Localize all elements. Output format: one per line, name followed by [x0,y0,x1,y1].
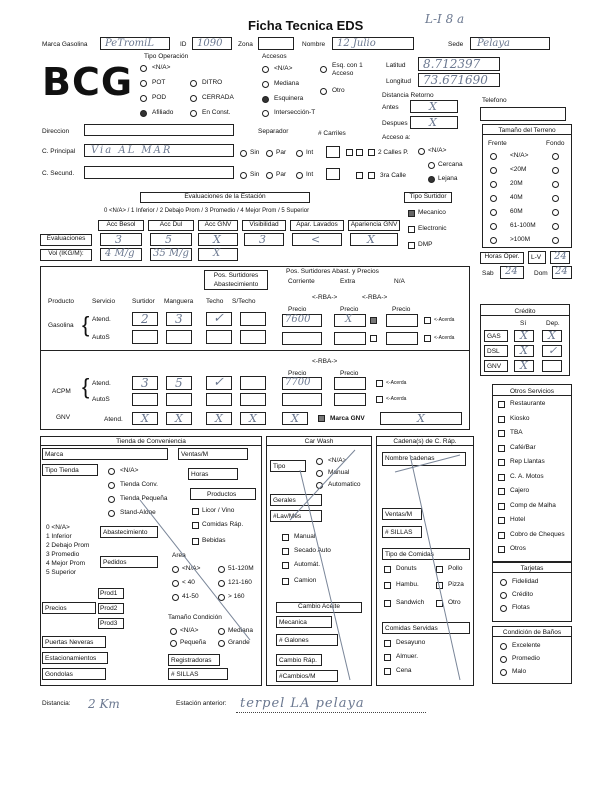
comida-item: Pizza [448,581,464,588]
carwash-lav-label: #Lav/Mes [273,513,302,520]
eval-value: 3 [115,233,122,246]
tam-option: Pequeña [180,639,207,646]
tarjeta-label: Crédito [512,591,533,598]
gas-precio-label-3: Precio [392,306,411,313]
pos-surtidores-title: Pos. Surtidores Abast. y Precios [286,268,379,275]
cambios-mes-label: #Cambios/M [279,673,316,680]
accesos-option: Intersección-T [274,109,316,116]
tres-calle-label: 3ra Calle [380,172,407,179]
cadena-title: Cadena(s) de C. Ráp. [376,438,474,446]
tienda-prod-label: Prod3 [100,620,118,627]
tarjetas-title: Tarjetas [492,565,572,573]
acceso-a-option: Cercana [438,161,463,168]
dom-label: Dom [534,270,548,277]
pos-surtidores-label: Pos. Surtidores Abastecimiento [204,270,268,290]
acpm-precio-label: Precio [288,370,307,377]
sep-opt: Int [306,149,314,156]
gnv-value: X [291,412,299,425]
col-producto: Producto [48,298,75,305]
acceso-a-option: Lejana [438,175,458,182]
cambio-rap-label: Cambio Ráp. [279,657,317,664]
galones-label: # Galones [279,637,309,644]
c-principal-label: C. Principal [42,148,76,155]
gnv-value: X [175,412,183,425]
credito-title: Crédito [480,308,570,316]
acpm-label: ACPM [52,388,71,395]
comidas-servidas-text: Comidas Servidas [385,625,438,632]
tienda-marca-label: Marca [45,451,64,458]
surtidor-option: DMP [418,241,433,248]
tienda-prod-item: Licor / Vino [202,507,235,514]
eval-col-visibilidad: Visibilidad [242,220,286,231]
credito-row-label: DSL [487,348,500,355]
carwash-item: Manual [294,533,316,540]
area-option: 41-50 [182,593,199,600]
tienda-tipo-option: Stand-Alone [120,509,156,516]
sede-value: Pelaya [477,38,510,49]
otros-servicio-label: Kiosko [510,414,530,422]
mecanica-label: Mecanica [279,619,307,626]
tienda-tipo-option: <N/A> [120,467,139,474]
terreno-row-label: 61-100M [510,222,536,229]
gnv-atend-label: Atend. [104,416,123,423]
otros-servicio-label: Restaurante [510,400,546,407]
gas-atend-label: Atend. [92,316,111,323]
marca-gnv-label: Marca GNV [330,415,365,422]
rba-label: <-RBA-> [312,294,338,301]
carwash-item: Secado Auto [294,547,331,554]
terreno-row-label: <20M [510,166,527,173]
gas-precio-corriente: 7600 [285,314,311,325]
vol-value: 4 M/g [105,248,135,259]
tienda-sillas-label: # SILLAS [171,671,199,678]
tienda-prod-item: Comidas Ráp. [202,521,244,528]
col-manguera: Manguera [164,298,194,305]
tienda-tipo-option: Tienda Pequeña [120,495,168,502]
eval-value: < [311,233,321,246]
servidas-item: Almuer. [396,653,419,660]
escala-item: 0 <N/A> [46,524,70,531]
retorno-despues-mark: X [429,116,437,129]
tipo-op-option: Afiliado [152,109,174,116]
vol-value: 35 M/g [153,248,189,259]
tienda-precios-label: Precios [45,605,67,612]
corriente-label: Corriente [288,278,315,285]
escala-item: 3 Promedio [46,551,80,558]
escala-item: 1 Inferior [46,533,72,540]
form-code: L-I 8 a [425,12,465,26]
acceso-a-option: <N/A> [428,147,447,154]
vol-label: Vol (IKG/M): [40,249,92,261]
acpm-precio-label-2: Precio [340,370,359,377]
escala-item: 2 Debajo Prom [46,542,90,549]
gondolas-label: Gondolas [45,671,73,678]
tipo-op-option: CERRADA [202,94,234,101]
credito-mark: X [548,329,556,342]
eval-value: X [213,233,221,246]
tipo-operacion-title: Tipo Operación [144,53,189,60]
sep-opt: Int [306,171,314,178]
retorno-title: Distancia Retorno [382,92,434,99]
acpm-surtidor-value: 3 [141,376,149,390]
tienda-abast-label: Abastecimiento [103,529,148,536]
distancia-label: Distancia: [42,700,71,707]
credito-col-si: Sí [520,320,527,327]
otros-servicio-label: C. A. Motos [510,472,544,480]
gas-precio-extra: X [345,314,353,325]
bano-condicion-label: Promedio [512,655,540,662]
eval-col-apariencia-gnv: Apariencia GNV [348,220,400,231]
marca-gasolina-value: PeTromiL [105,38,154,49]
tienda-horas-label: Horas [191,471,209,478]
tienda-productos-text: Productos [207,491,237,498]
accesos-option: <N/A> [274,65,293,72]
tienda-prod-label: Prod1 [100,590,118,597]
col-stecho: S/Techo [232,298,256,305]
nombre-label: Nombre [302,41,326,48]
otros-servicios-title: Otros Servicios [492,388,572,396]
sep-opt: Par [276,149,287,156]
tienda-ventas-label: Ventas/M [181,451,209,458]
otros-servicio-label: Comp de Malha [510,501,556,509]
extra-label: Extra [340,278,356,285]
tam-option: Mediana [228,627,253,634]
credito-row-label: GAS [487,333,501,340]
gnv-value: X [249,412,257,425]
tam-cond-label: Tamaño Condición [168,614,222,621]
latitud-label: Latitud [386,62,406,69]
company-logo: BCG [42,60,134,104]
retorno-antes-mark: X [429,100,437,113]
carwash-title: Car Wash [266,438,372,446]
retorno-despues-label: Despues [382,120,408,127]
eval-col-acc-besol: Acc Besol [98,220,144,231]
carwash-option: <N/A> [328,457,347,464]
area-option: > 160 [228,593,245,600]
otros-servicio-label: Cajero [510,487,530,494]
acpm-precio-value: 7700 [285,377,311,388]
carwash-gerales-label: Gerales [273,497,296,504]
comida-item: Sandwich [396,599,425,606]
col-techo: Techo [206,298,224,305]
evaluaciones-scale: 0 <N/A> / 1 Inferior / 2 Debajo Prom / 3 Promedio / 4 Mejor Prom / 5 Superior [104,208,310,214]
carwash-item: Camion [294,577,317,584]
comida-item: Pollo [448,565,463,572]
gnv-value: X [417,412,425,425]
sab-label: Sab [482,270,494,277]
c-principal-value: Via AL MAR [91,145,173,156]
acpm-manguera-value: 5 [175,376,183,390]
acpm-autos-acerda-label: <-Acerda [386,396,407,402]
terreno-row-label: >100M [510,236,531,243]
nombre-value: 12 Julio [337,38,376,49]
accesos-title: Accesos [262,53,287,60]
longitud-label: Longitud [386,78,411,85]
cadena-nombre-label: Nombre cadenas [385,455,435,462]
tipo-op-option: DITRO [202,79,223,86]
separador-label: Separador [258,128,289,135]
eval-col-apar-lavados: Apar. Lavados [290,220,344,231]
gas-acerda-label: <-Acerda [434,317,455,323]
zona-label: Zona [238,41,253,48]
credito-mark: X [520,344,528,357]
sep-opt: Par [276,171,287,178]
longitud-value: 73.671690 [423,73,488,87]
horas-lv-hours: 24 [554,251,567,262]
horas-lv-value: L-V [531,254,542,261]
latitud-value: 8.712397 [423,57,481,71]
eval-col-acc-dul: Acc Dul [148,220,194,231]
gas-autos-label: AutoS [92,334,110,341]
terreno-frente-label: Frente [488,140,507,147]
terreno-row-label: <N/A> [510,152,529,159]
accesos-option: Mediana [274,80,299,87]
sab-value: 24 [505,266,518,277]
accesos-option: Otro [332,87,345,94]
sep-opt: Sin [250,149,260,156]
tienda-prod-item: Bebidas [202,537,226,544]
otros-servicio-label: TBA [510,429,523,436]
acpm-autos-label: AutoS [92,396,110,403]
footer-rule [236,712,426,713]
id-value: 1090 [197,38,223,49]
bano-condicion-label: Malo [512,668,527,675]
acpm-brace: { [82,374,90,399]
marca-gasolina-label: Marca Gasolina [42,41,88,48]
otros-servicio-label: Rep Llantas [510,458,545,465]
eval-col-acc-gnv: Acc GNV [198,220,238,231]
evaluaciones-title: Evaluaciones de la Estación [140,192,310,203]
comida-item: Donuts [396,565,417,572]
direccion-label: Direccion [42,128,70,135]
credito-mark: ✓ [548,344,558,357]
gas-autos-acerda-label: <-Acerda [434,335,455,341]
gas-precio-label: Precio [288,306,307,313]
terreno-row-label: 60M [510,208,523,215]
col-surtidor: Surtidor [132,298,155,305]
tipo-op-option: POT [152,79,166,86]
id-label: ID [180,41,187,48]
acpm-techo-value: ✓ [213,375,224,390]
puertas-neveras-label: Puertas Neveras [45,639,94,646]
comida-item: Hambu. [396,581,419,588]
tam-option: <N/A> [180,627,199,634]
surtidor-option: Electronic [418,225,447,232]
credito-row-label: GNV [487,363,502,370]
cambio-aceite-title: Cambio Aceite [276,602,362,613]
c-secund-label: C. Secund. [42,170,75,177]
estacionamientos-label: Estacionamientos [45,655,97,662]
area-option: 51-120M [228,565,254,572]
page-title: Ficha Tecnica EDS [248,18,364,33]
credito-mark: X [520,359,528,372]
telefono-label: Telefono [482,97,507,104]
estacion-anterior-label: Estación anterior: [176,700,227,707]
sede-label: Sede [448,41,464,48]
eval-value: 3 [259,233,266,246]
acpm-rba-label: <-RBA-> [312,358,338,365]
gasolina-brace: { [82,312,90,337]
horas-oper-label: Horas Oper. [480,252,524,264]
surtidor-option: Mecanico [418,209,446,216]
terreno-row-label: 40M [510,194,523,201]
carwash-tipo-label: Tipo [273,463,286,470]
tarjeta-label: Fidelidad [512,578,539,585]
area-option: 121-160 [228,579,252,586]
tipo-op-option: POD [152,94,167,101]
evaluaciones-row-label: Evaluaciones [40,234,92,246]
area-option: < 40 [182,579,195,586]
credito-col-dep: Dep. [546,320,560,327]
dos-calles-label: 2 Calles P. [378,149,409,156]
carwash-option: Automatico [328,481,361,488]
registradoras-label: Registradoras [171,657,212,664]
escala-item: 4 Mejor Prom [46,560,86,567]
cadena-sillas-label: # SILLAS [385,529,413,536]
gas-manguera-value: 3 [175,312,183,326]
tienda-tipo-text: Tipo Tienda [45,467,79,474]
na-label: N/A [394,278,405,285]
tipo-comidas-label: Tipo de Comidas [385,551,434,558]
terreno-row-label: 20M [510,180,523,187]
otros-servicio-label: Hotel [510,516,526,523]
acceso-a-label: Acceso a: [382,134,411,141]
tienda-tipo-option: Tienda Conv. [120,481,158,488]
gas-surtidor-value: 2 [141,312,149,326]
bano-condicion-label: Excelente [512,642,541,649]
tienda-pedidos-label: Pedidos [103,559,127,566]
eval-value: X [367,233,375,246]
accesos-option: Esquinera [274,95,304,102]
tipo-surtidor-title: Tipo Surtidor [404,192,452,203]
cadena-ventas-label: Ventas/M [385,511,413,518]
gas-techo-value: ✓ [213,311,224,326]
distancia-value: 2 Km [88,697,120,711]
accesos-option: Esq. con 1 Acceso [332,62,363,77]
servidas-item: Desayuno [396,639,426,646]
estacion-anterior-value: terpel LA pelaya [240,696,365,711]
gas-precio-label-2: Precio [340,306,359,313]
gnv-label: GNV [56,414,71,421]
eval-value: 5 [165,233,172,246]
acpm-acerda-label: <-Acerda [386,380,407,386]
acpm-atend-label: Atend. [92,380,111,387]
retorno-antes-label: Antes [382,104,399,111]
gnv-value: X [141,412,149,425]
otros-servicio-label: Café/Bar [510,443,536,451]
tienda-title: Tienda de Conveniencia [40,438,262,446]
tarjeta-label: Flotas [512,604,530,611]
sep-opt: Sin [250,171,260,178]
carwash-option: Manual [328,469,350,476]
otros-servicio-label: Cobro de Cheques [510,530,565,538]
tipo-op-option: En Const. [202,109,231,116]
tienda-prod-label: Prod2 [100,605,118,612]
dom-value: 24 [555,266,568,277]
banos-title: Condición de Baños [492,629,572,637]
tipo-op-option: <N/A> [152,64,171,71]
col-servicio: Servicio [92,298,116,305]
area-option: <N/A> [182,565,201,572]
servidas-item: Cena [396,667,412,674]
comida-item: Otro [448,599,461,606]
tam-option: Grande [228,639,250,646]
tienda-area-label: Area [172,552,186,559]
vol-value: X [213,248,221,259]
gasolina-label: Gasolina [48,322,74,329]
tamano-terreno-title: Tamaño del Terreno [482,127,572,135]
gnv-value: X [215,412,223,425]
terreno-fondo-label: Fondo [546,140,565,147]
carriles-label: # Carriles [318,130,346,137]
carwash-item: Automát. [294,561,321,568]
rba-label-2: <-RBA-> [362,294,388,301]
escala-item: 5 Superior [46,569,76,576]
credito-mark: X [520,329,528,342]
otros-servicio-label: Otros [510,545,526,552]
